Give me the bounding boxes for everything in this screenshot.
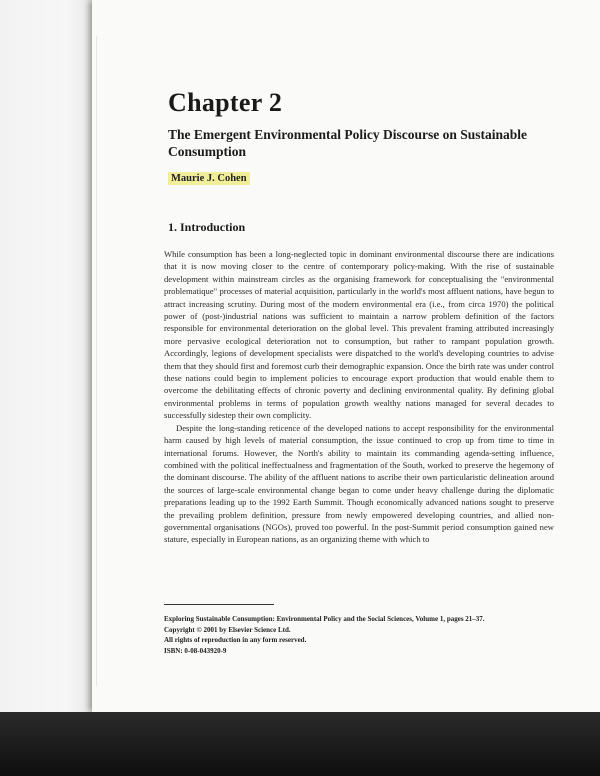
author-name: Maurie J. Cohen [168, 172, 250, 185]
footnote-divider [164, 604, 274, 605]
footnote-isbn-line: ISBN: 0-08-043920-9 [164, 646, 227, 655]
chapter-label: Chapter 2 [168, 88, 283, 117]
footnote-source-line: Exploring Sustainable Consumption: Environmental Policy and the Social Sciences, Volume 1, pages 21–37. [164, 615, 485, 623]
page-fold-shadow [96, 36, 97, 686]
scan-bottom-shadow [0, 712, 600, 776]
footnote-rights-line: All rights of reproduction in any form reserved. [164, 636, 307, 644]
footnote [164, 614, 554, 656]
section-heading: 1. Introduction [168, 220, 246, 234]
footnote-copyright-line: Copyright © 2001 by Elsevier Science Ltd. [164, 625, 291, 634]
paragraph: While consumption has been a long-neglected topic in dominant environmental discourse there are indications that it is now moving closer to the centre of contemporary policy-making. With the rise of sustainable development within mainstream circles as the organising framework for conceptualising the "environmental problematique" processes of material acquisition, particularly in the world's most affluent nations, have begun to attract increasing scrutiny. During most of the modern environmental era (i.e., from circa 1970) the political power of (post-)industrial nations was sufficient to maintain a narrow problem definition of the factors responsible for environmental deterioration on the global level. This prevalent framing attributed increasingly more pervasive ecological deterioration not to consumption, but rather to rampant population growth. Accordingly, legions of development specialists were dispatched to the world's developing countries to advise them that they should first and foremost curb their demographic expansion. Once the birth rate was under control these nations could begin to implement policies to encourage export production that would enable them to overcome the debilitating effects of chronic poverty and declining environmental quality. By defining global environmental problems in terms of population growth wealthy nations managed for several decades to successfully sidestep their own complicity. [164, 249, 554, 421]
paragraph: Despite the long-standing reticence of the developed nations to accept responsibility for the environmental harm caused by high levels of material consumption, the issue continued to crop up from time to time in international forums. However, the North's ability to maintain its commanding agenda-setting influence, combined with the political ineffectualness and fragmentation of the South, worked to preserve the hegemony of the dominant discourse. The ability of the affluent nations to ascribe their own particularistic delineation around the sources of large-scale environmental change began to come under heavy challenge during the diplomatic preparations leading up to the 1992 Earth Summit. Though economically advanced nations sought to preserve the prevailing problem definition, pressure from newly empowered developing countries, and allied non-governmental organisations (NGOs), proved too powerful. In the post-Summit period consumption gained new stature, especially in European nations, as an organizing theme with which to [164, 422, 554, 545]
body-text [164, 248, 554, 546]
chapter-title: The Emergent Environmental Policy Discourse on Sustainable Consumption [168, 127, 528, 159]
